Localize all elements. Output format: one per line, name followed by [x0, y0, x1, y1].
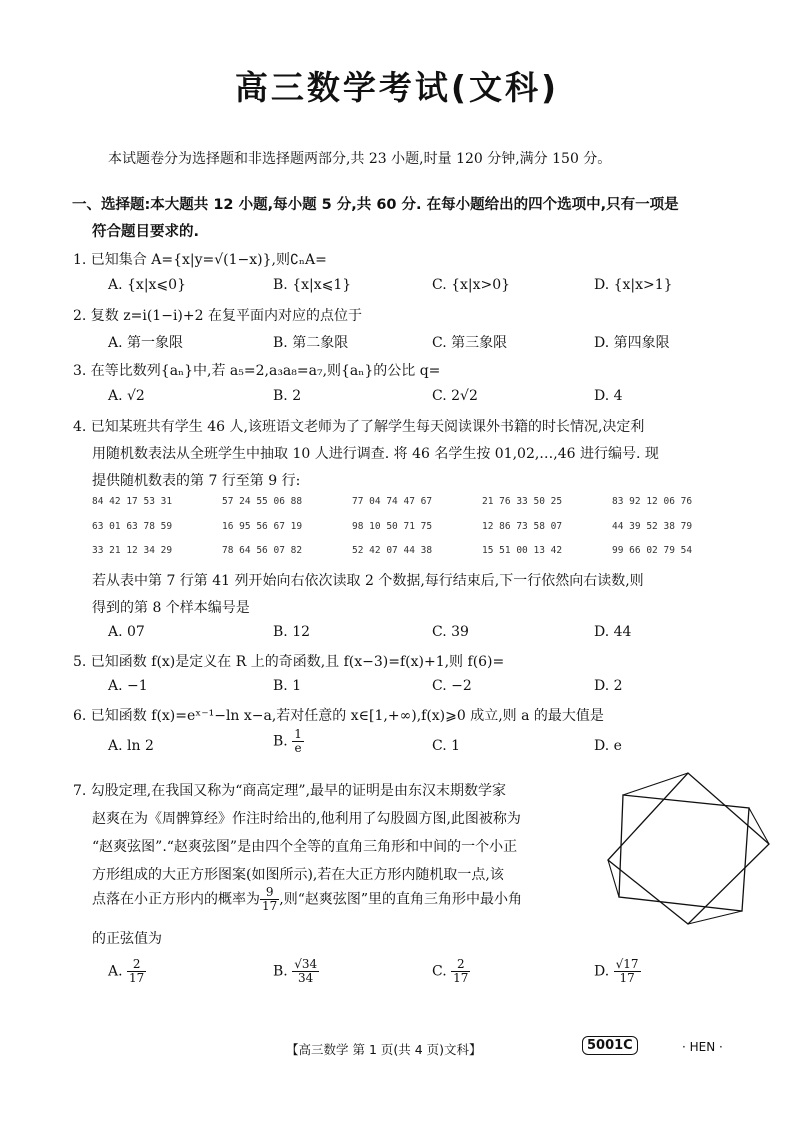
q1-option-b: B. {x|x⩽1}: [273, 277, 352, 293]
section-heading-cont: 符合题目要求的.: [92, 224, 200, 240]
q7-option-c: [432, 958, 470, 985]
q5-stem: 5. 已知函数 f(x)是定义在 R 上的奇函数,且 f(x−3)=f(x)+1,则 f(6)=: [73, 654, 505, 670]
fraction-numerator: 2: [127, 958, 146, 972]
random-table-r3c1: 33 21 12 34 29: [92, 545, 173, 556]
zhaoshuang-diagram: [596, 766, 778, 928]
q7-option-d: [594, 958, 641, 985]
q4-line1: 4. 已知某班共有学生 46 人,该班语文老师为了了解学生每天阅读课外书籍的时长情况,决定利: [73, 419, 645, 435]
fraction-denominator: 17: [453, 971, 469, 985]
q4-option-b: B. 12: [273, 624, 311, 640]
random-table-r1c4: 21 76 33 50 25: [482, 496, 563, 507]
q7-option-b-label: B.: [273, 963, 288, 980]
q6-option-b-label: B.: [273, 733, 288, 750]
random-table-r3c3: 52 42 07 44 38: [352, 545, 433, 556]
q1-stem: 1. 已知集合 A={x|y=√(1−x)},则∁ₙA=: [73, 252, 327, 268]
q3-option-c: C. 2√2: [432, 388, 478, 404]
q6-option-b: [273, 728, 304, 755]
q7-line5-text-a: 点落在小正方形内的概率为: [92, 891, 260, 908]
random-table-r3c4: 15 51 00 13 42: [482, 545, 563, 556]
page-title: 高三数学考试(文科): [234, 68, 560, 107]
q2-option-a: A. 第一象限: [108, 335, 184, 351]
q2-option-b: B. 第二象限: [273, 335, 349, 351]
triangle-edge: [608, 860, 619, 897]
q3-option-d: D. 4: [594, 388, 623, 404]
section-heading: 一、选择题:本大题共 12 小题,每小题 5 分,共 60 分. 在每小题给出的四个选项中,只有一项是: [72, 197, 679, 213]
fraction-denominator: 34: [298, 971, 314, 985]
q6-option-a: A. ln 2: [108, 738, 154, 754]
q7-option-b: [273, 958, 319, 985]
q7-line5-text-b: ,则“赵爽弦图”里的直角三角形中最小角: [279, 891, 523, 908]
fraction-denominator: 17: [129, 971, 145, 985]
fraction-denominator: 17: [619, 971, 635, 985]
q5-option-c: C. −2: [432, 678, 472, 694]
fraction-denominator: 17: [262, 899, 278, 913]
q6-option-d: D. e: [594, 738, 622, 754]
q7-line6: 的正弦值为: [92, 931, 162, 947]
q7-line1: 7. 勾股定理,在我国又称为“商高定理”,最早的证明是由东汉末期数学家: [73, 783, 507, 799]
random-table-r2c2: 16 95 56 67 19: [222, 521, 303, 532]
page-footer: 【高三数学 第 1 页(共 4 页)文科】: [286, 1042, 482, 1057]
q6-option-c: C. 1: [432, 738, 461, 754]
q2-option-c: C. 第三象限: [432, 335, 508, 351]
random-table-r2c1: 63 01 63 78 59: [92, 521, 173, 532]
random-table-r2c4: 12 86 73 58 07: [482, 521, 563, 532]
q4-option-c: C. 39: [432, 624, 469, 640]
q7-option-d-label: D.: [594, 963, 610, 980]
q7-option-a-label: A.: [108, 963, 123, 980]
random-table-r2c3: 98 10 50 71 75: [352, 521, 433, 532]
q7-option-b-fraction: [292, 958, 319, 985]
random-table-r1c1: 84 42 17 53 31: [92, 496, 173, 507]
q7-option-a-fraction: [127, 958, 146, 985]
q3-stem: 3. 在等比数列{aₙ}中,若 a₅=2,a₃a₈=a₇,则{aₙ}的公比 q=: [73, 363, 441, 379]
q6-option-b-fraction: [292, 728, 304, 755]
triangle-edge: [749, 808, 769, 844]
triangle-edge: [688, 911, 742, 924]
q7-line4: 方形组成的大正方形图案(如图所示),若在大正方形内随机取一点,该: [92, 867, 504, 883]
q2-stem: 2. 复数 z=i(1−i)+2 在复平面内对应的点位于: [73, 308, 362, 324]
q1-option-c: C. {x|x>0}: [432, 277, 511, 293]
fraction-numerator: 2: [451, 958, 470, 972]
q7-line2: 赵爽在为《周髀算经》作注时给出的,他利用了勾股圆方图,此图被称为: [92, 811, 521, 827]
fraction-numerator: √17: [615, 957, 639, 971]
q5-option-a: A. −1: [108, 678, 148, 694]
q2-option-d: D. 第四象限: [594, 335, 670, 351]
q5-option-b: B. 1: [273, 678, 302, 694]
q4-option-d: D. 44: [594, 624, 632, 640]
q7-option-c-fraction: [451, 958, 470, 985]
q7-line3: “赵爽弦图”.“赵爽弦图”是由四个全等的直角三角形和中间的一个小正: [92, 839, 518, 855]
region-code: · HEN ·: [682, 1040, 723, 1054]
random-table-r3c5: 99 66 02 79 54: [612, 545, 693, 556]
exam-intro: 本试题卷分为选择题和非选择题两部分,共 23 小题,时量 120 分钟,满分 150 分。: [108, 151, 612, 167]
q6-stem: 6. 已知函数 f(x)=eˣ⁻¹−ln x−a,若对任意的 x∈[1,+∞),f(x)⩾0 成立,则 a 的最大值是: [73, 708, 604, 724]
q4-line4: 若从表中第 7 行第 41 列开始向右依次读取 2 个数据,每行结束后,下一行依然向右读数,则: [92, 573, 644, 589]
q7-line5: [92, 886, 522, 913]
q3-option-a: A. √2: [108, 388, 145, 404]
random-table-r1c2: 57 24 55 06 88: [222, 496, 303, 507]
q5-option-d: D. 2: [594, 678, 623, 694]
q7-option-d-fraction: [614, 958, 641, 985]
q7-option-a: [108, 958, 146, 985]
random-table-r1c3: 77 04 74 47 67: [352, 496, 433, 507]
q4-line5: 得到的第 8 个样本编号是: [92, 600, 250, 616]
q4-line3: 提供随机数表的第 7 行至第 9 行:: [92, 473, 301, 489]
exam-code-badge: 5001C: [582, 1036, 638, 1055]
q4-option-a: A. 07: [108, 624, 145, 640]
q1-option-d: D. {x|x>1}: [594, 277, 673, 293]
q7-option-c-label: C.: [432, 963, 447, 980]
random-table-r1c5: 83 92 12 06 76: [612, 496, 693, 507]
q3-option-b: B. 2: [273, 388, 302, 404]
fraction-denominator: e: [294, 741, 302, 755]
random-table-r3c2: 78 64 56 07 82: [222, 545, 303, 556]
q1-option-a: A. {x|x⩽0}: [108, 277, 186, 293]
q7-probability-fraction: [260, 886, 279, 913]
random-table-r2c5: 44 39 52 38 79: [612, 521, 693, 532]
fraction-numerator: 1: [294, 727, 302, 741]
fraction-numerator: 9: [260, 886, 279, 900]
q4-line2: 用随机数表法从全班学生中抽取 10 人进行调查. 将 46 名学生按 01,02,…,46 进行编号. 现: [92, 446, 659, 462]
inner-square: [619, 795, 749, 911]
fraction-numerator: √34: [294, 957, 318, 971]
